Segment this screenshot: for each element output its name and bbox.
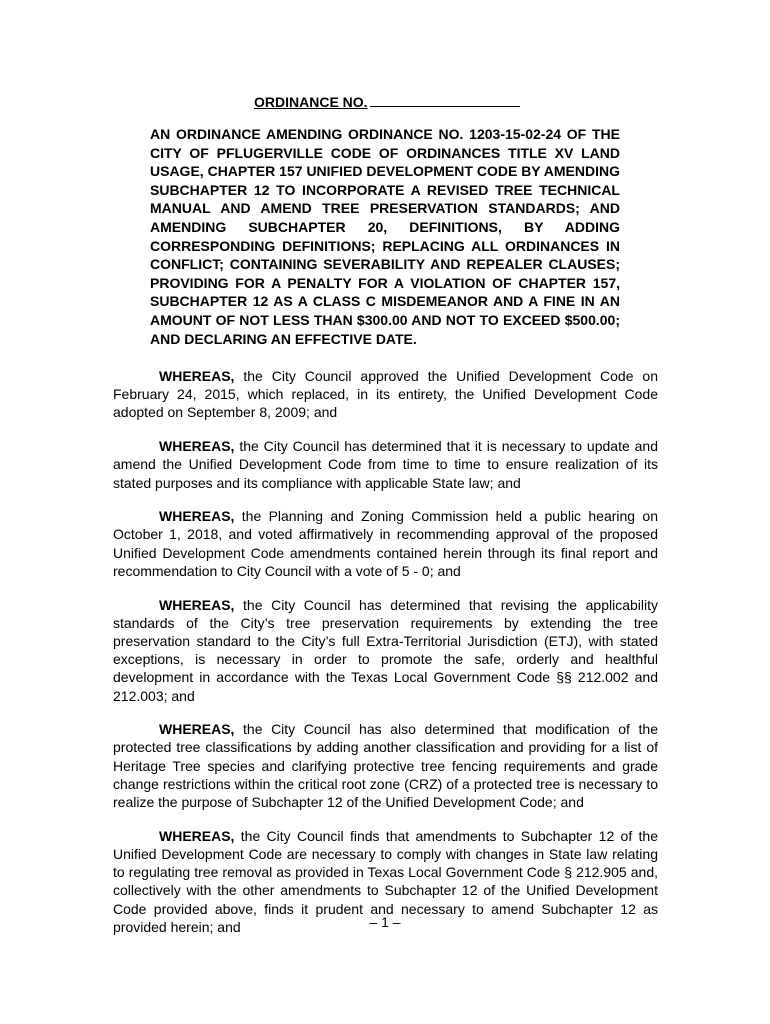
recital-paragraph [113, 720, 658, 811]
recital-paragraph [113, 367, 658, 422]
ordinance-number-blank [370, 93, 520, 107]
recital-text: the City Council has determined that revising the applicability standards of the City’s tree preservation requirements by extending the tree preservation standard to the City’s full Extra-Territorial Jurisdiction (ETJ), with stated exceptions, is necessary in order to promote the safe, orderly and healthful development in accordance with the Texas Local Government Code §§ 212.002 and 212.003; and [113, 596, 658, 704]
recital-text: the City Council approved the Unified Development Code on February 24, 2015, which replaced, in its entirety, the Unified Development Code adopted on September 8, 2009; and [113, 368, 658, 421]
ordinance-title-label: ORDINANCE NO. [254, 94, 368, 110]
recital-lead: WHEREAS, [159, 827, 235, 844]
recital-text: the Planning and Zoning Commission held a public hearing on October 1, 2018, and voted affirmatively in recommending approval of the proposed Unified Development Code amendments contained herein through its final report and recommendation to City Council with a vote of 5 - 0; and [113, 508, 658, 579]
ordinance-caption: AN ORDINANCE AMENDING ORDINANCE NO. 1203-15-02-24 OF THE CITY OF PFLUGERVILLE CODE OF ORDINANCES TITLE XV LAND USAGE, CHAPTER 157 UNIFIED DEVELOPMENT CODE BY AMENDING SUBCHAPTER 12 TO INCORPORATE A REVISED TREE TECHNICAL MANUAL AND AMEND TREE PRESERVATION STANDARDS; AND AMENDING SUBCHAPTER 20, DEFINITIONS, BY ADDING CORRESPONDING DEFINITIONS; REPLACING ALL ORDINANCES IN CONFLICT; CONTAINING SEVERABILITY AND REPEALER CLAUSES; PROVIDING FOR A PENALTY FOR A VIOLATION OF CHAPTER 157, SUBCHAPTER 12 AS A CLASS C MISDEMEANOR AND A FINE IN AN AMOUNT OF NOT LESS THAN $300.00 AND NOT TO EXCEED $500.00; AND DECLARING AN EFFECTIVE DATE. [150, 126, 620, 347]
recital-lead: WHEREAS, [159, 508, 235, 525]
recital-lead: WHEREAS, [159, 368, 235, 384]
recital-paragraph [113, 437, 658, 492]
recital-text: the City Council has determined that it is necessary to update and amend the Unified Development Code from time to time to ensure realization of its stated purposes and its compliance with applicable State law; and [113, 438, 658, 491]
recital-paragraph [113, 596, 658, 705]
recital-lead: WHEREAS, [159, 438, 235, 455]
recital-lead: WHEREAS, [159, 721, 235, 738]
recital-text: the City Council has also determined that modification of the protected tree classifications by adding another classification and providing for a list of Heritage Tree species and clarifying protective tree fencing requirements and grade change restrictions within the critical root zone (CRZ) of a protected tree is necessary to realize the purpose of Subchapter 12 of the Unified Development Code; and [113, 721, 658, 811]
recital-lead: WHEREAS, [159, 596, 235, 613]
ordinance-title [254, 93, 520, 111]
page-number: – 1 – [369, 914, 401, 930]
recital-text: the City Council finds that amendments to Subchapter 12 of the Unified Development Code are necessary to comply with changes in State law relating to regulating tree removal as provided in Texas Local Government Code § 212.905 and, collectively with the other amendments to Subchapter 12 of the Unified Development Code provided above, finds it prudent and necessary to amend Subchapter 12 as provided herein; and [113, 827, 658, 935]
recitals [113, 367, 658, 951]
recital-paragraph [113, 507, 658, 580]
